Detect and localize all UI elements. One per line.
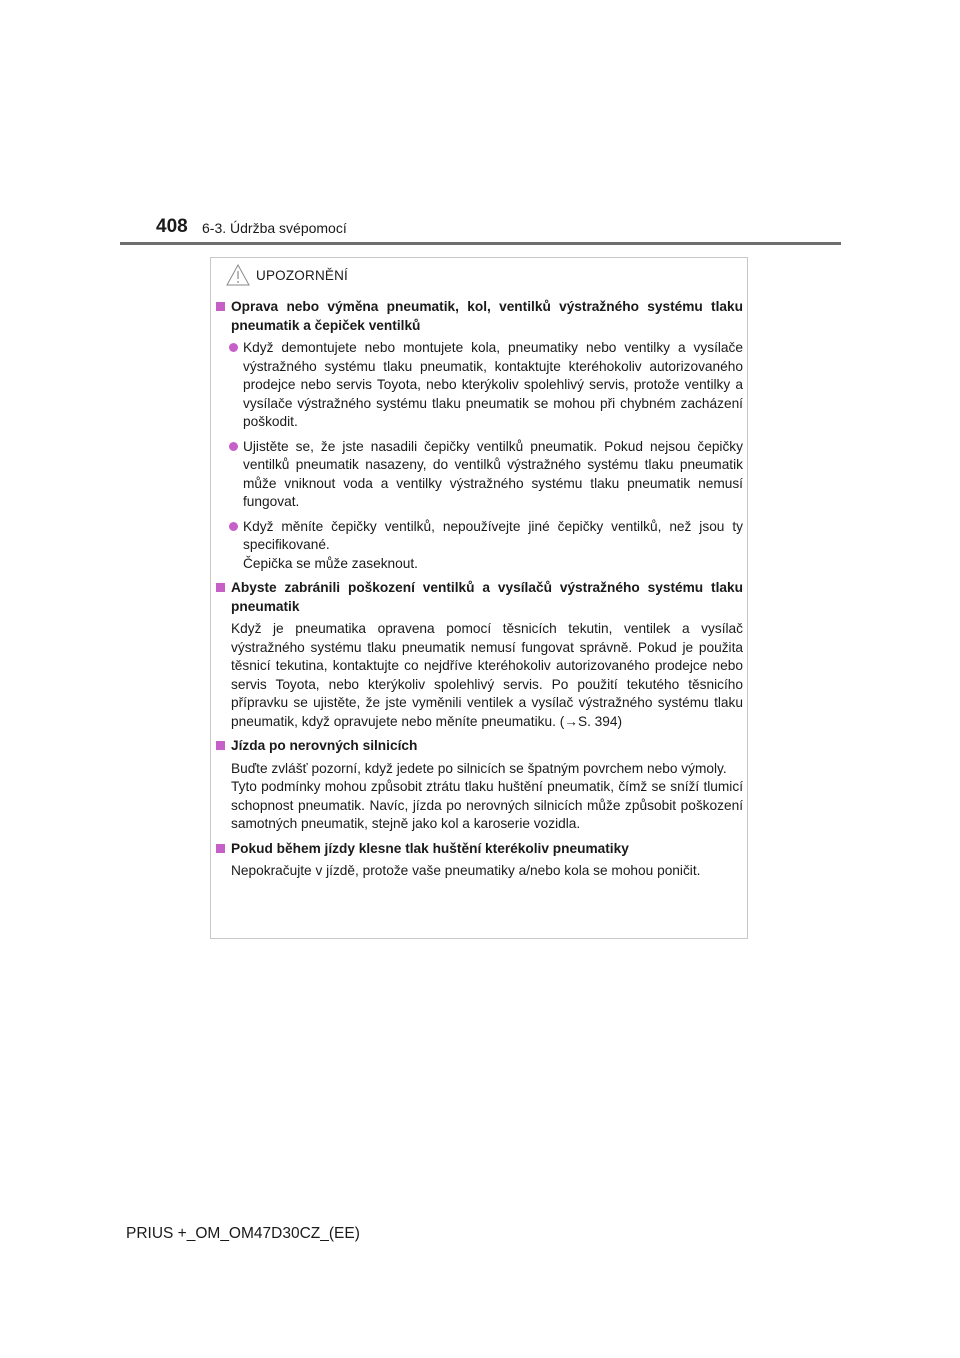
list-item-text: Když demontujete nebo montujete kola, pneumatiky nebo ventilky a vysílače výstražného systému tlaku pneumatik, kontaktujte kteréhokoliv autorizovaného prodejce nebo servis Toyota, nebo kterýkoliv spolehlivý servis, protože ventilky a vysílače výstražného systému tlaku pneumatik se mohou při chybném zacházení poškodit. bbox=[243, 340, 743, 429]
list-item bbox=[229, 518, 743, 574]
list-item bbox=[229, 339, 743, 432]
topic-heading-text: Abyste zabránili poškození ventilků a vysílačů výstražného systému tlaku pneumatik bbox=[231, 580, 743, 614]
warning-title: UPOZORNĚNÍ bbox=[256, 267, 349, 283]
topic-heading-text: Jízda po nerovných silnicích bbox=[231, 738, 418, 753]
list-item-text: Ujistěte se, že jste nasadili čepičky ventilků pneumatik. Pokud nejsou čepičky ventilků pneumatik nasazeny, do ventilků výstražného systému tlaku pneumatik může vniknout voda a ventilky výstražného systému tlaku pneumatik nemusí fungovat. bbox=[243, 438, 743, 509]
header-divider bbox=[120, 242, 841, 245]
section-title: 6-3. Údržba svépomocí bbox=[202, 220, 347, 236]
topic-heading bbox=[215, 737, 743, 756]
square-bullet-icon bbox=[216, 844, 225, 853]
round-bullet-icon bbox=[229, 442, 238, 451]
warning-header bbox=[226, 262, 348, 288]
topic-pressure-drop bbox=[215, 840, 743, 881]
topic-rough-roads bbox=[215, 737, 743, 834]
topic-heading bbox=[215, 298, 743, 335]
topic-valve-damage bbox=[215, 579, 743, 731]
topic-heading-text: Pokud během jízdy klesne tlak huštění kterékoliv pneumatiky bbox=[231, 840, 629, 856]
list-item bbox=[229, 438, 743, 512]
square-bullet-icon bbox=[216, 583, 225, 592]
topic-paragraph: Nepokračujte v jízdě, protože vaše pneumatiky a/nebo kola se mohou poničit. bbox=[231, 863, 701, 878]
list-item-text: Když měníte čepičky ventilků, nepoužívejte jiné čepičky ventilků, než jsou ty specifikované. Čepička se může zaseknout. bbox=[243, 518, 743, 571]
round-bullet-icon bbox=[229, 522, 238, 531]
square-bullet-icon bbox=[216, 302, 225, 311]
topic-heading bbox=[215, 579, 743, 616]
round-bullet-icon bbox=[229, 343, 238, 352]
warning-box bbox=[210, 257, 748, 939]
square-bullet-icon bbox=[216, 741, 225, 750]
page-header bbox=[0, 0, 960, 250]
document-code: PRIUS +_OM_OM47D30CZ_(EE) bbox=[126, 1225, 360, 1242]
topic-heading-text: Oprava nebo výměna pneumatik, kol, ventilků výstražného systému tlaku pneumatik a čepiček ventilků bbox=[231, 299, 743, 333]
topic-tire-repair bbox=[215, 298, 743, 573]
topic-paragraph: Buďte zvlášť pozorní, když jedete po silnicích se špatným povrchem nebo výmoly. Tyto podmínky mohou způsobit ztrátu tlaku huštění pneumatik, čímž se sníží tlumicí schopnost pneumatik. Navíc, jízda po nerovných silnicích může způsobit poškození samotných pneumatik, stejně jako kol a karoserie vozidla. bbox=[231, 760, 743, 831]
topic-paragraph: Když je pneumatika opravena pomocí těsnicích tekutin, ventilek a vysílač výstražného systému tlaku pneumatik nemusí fungovat správně. Pokud je použita těsnicí tekutina, kontaktujte co nejdříve kteréhokoliv autorizovaného prodejce nebo servis Toyota, nebo kterýkoliv spolehlivý servis. Po použití tekutého těsnicího přípravku se ujistěte, že jste vyměnili ventilek a vysílač výstražného systému tlaku pneumatik, když opravujete nebo měníte pneumatiku. (→S. 394) bbox=[231, 621, 743, 729]
warning-triangle-icon bbox=[226, 264, 250, 286]
topic-heading bbox=[215, 840, 743, 859]
page-number: 408 bbox=[156, 216, 188, 237]
warning-body bbox=[215, 298, 743, 887]
